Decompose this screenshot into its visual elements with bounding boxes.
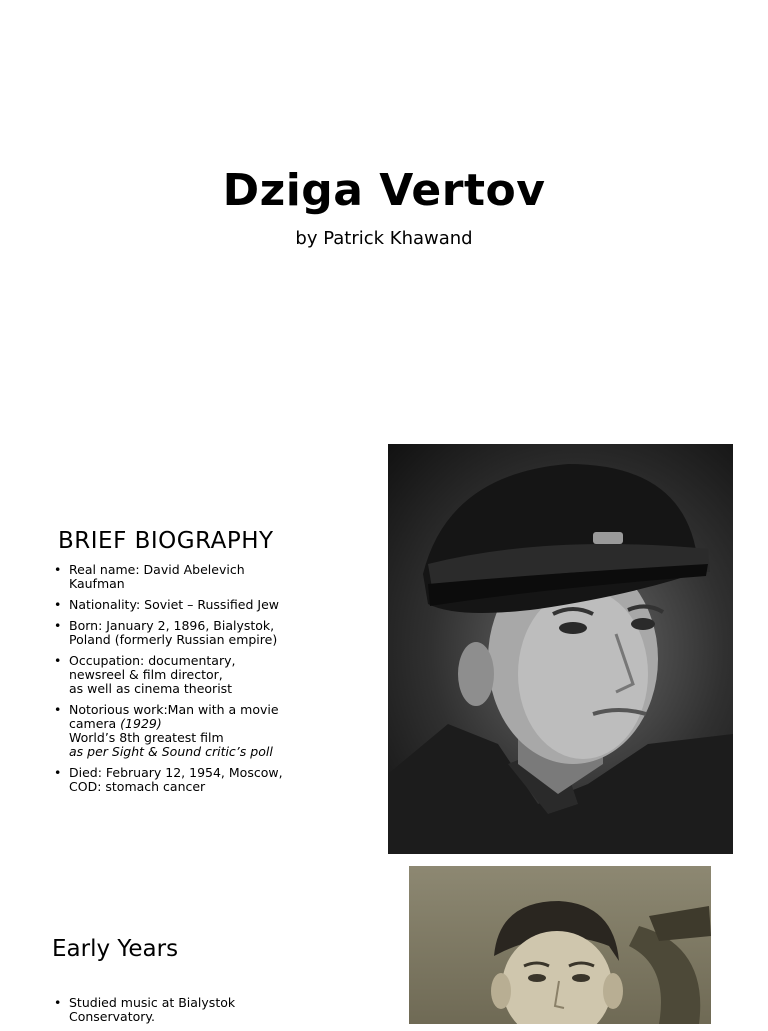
bio-item-line: Notorious work:Man with a movie xyxy=(69,702,279,717)
bio-item-line: Died: February 12, 1954, Moscow, xyxy=(69,765,283,780)
bio-item-died xyxy=(52,766,292,794)
biography-slide xyxy=(0,440,768,860)
presentation-title: Dziga Vertov xyxy=(222,165,546,216)
bio-item-real-name xyxy=(52,563,292,591)
early-item-line: Conservatory. xyxy=(69,1009,155,1024)
title-slide xyxy=(0,0,768,430)
bio-item-nationality xyxy=(52,598,292,612)
early-item-line: Studied music at Bialystok xyxy=(69,995,236,1010)
bio-item-notorious-work xyxy=(52,703,292,759)
biography-heading: BRIEF BIOGRAPHY xyxy=(58,528,274,554)
presentation-subtitle: by Patrick Khawand xyxy=(295,228,473,249)
bio-item-line: Nationality: Soviet – Russified Jew xyxy=(69,597,279,612)
bio-item-year: (1929) xyxy=(120,716,162,731)
bio-item-line: COD: stomach cancer xyxy=(69,779,206,794)
biography-list xyxy=(52,563,292,801)
bio-item-line: Born: January 2, 1896, Bialystok, xyxy=(69,618,275,633)
early-years-list xyxy=(52,996,312,1031)
young-portrait-illustration xyxy=(409,866,711,1024)
bio-item-born xyxy=(52,619,292,647)
portrait-illustration xyxy=(388,444,733,854)
early-years-heading: Early Years xyxy=(52,936,179,962)
bio-item-line: Kaufman xyxy=(69,576,125,591)
bio-item-line: camera xyxy=(69,716,121,731)
young-vertov-photo xyxy=(409,866,711,1024)
bio-item-line: World’s 8th greatest film xyxy=(69,730,224,745)
bio-item-line: Occupation: documentary, xyxy=(69,653,236,668)
bio-item-line: as per Sight & Sound critic’s poll xyxy=(69,744,273,759)
bio-item-occupation xyxy=(52,654,292,696)
bio-item-line: Poland (formerly Russian empire) xyxy=(69,632,278,647)
early-item-music xyxy=(52,996,312,1024)
bio-item-line: Real name: David Abelevich xyxy=(69,562,245,577)
bio-item-line: as well as cinema theorist xyxy=(69,681,233,696)
bio-item-line: newsreel & film director, xyxy=(69,667,223,682)
vertov-portrait-photo xyxy=(388,444,733,854)
